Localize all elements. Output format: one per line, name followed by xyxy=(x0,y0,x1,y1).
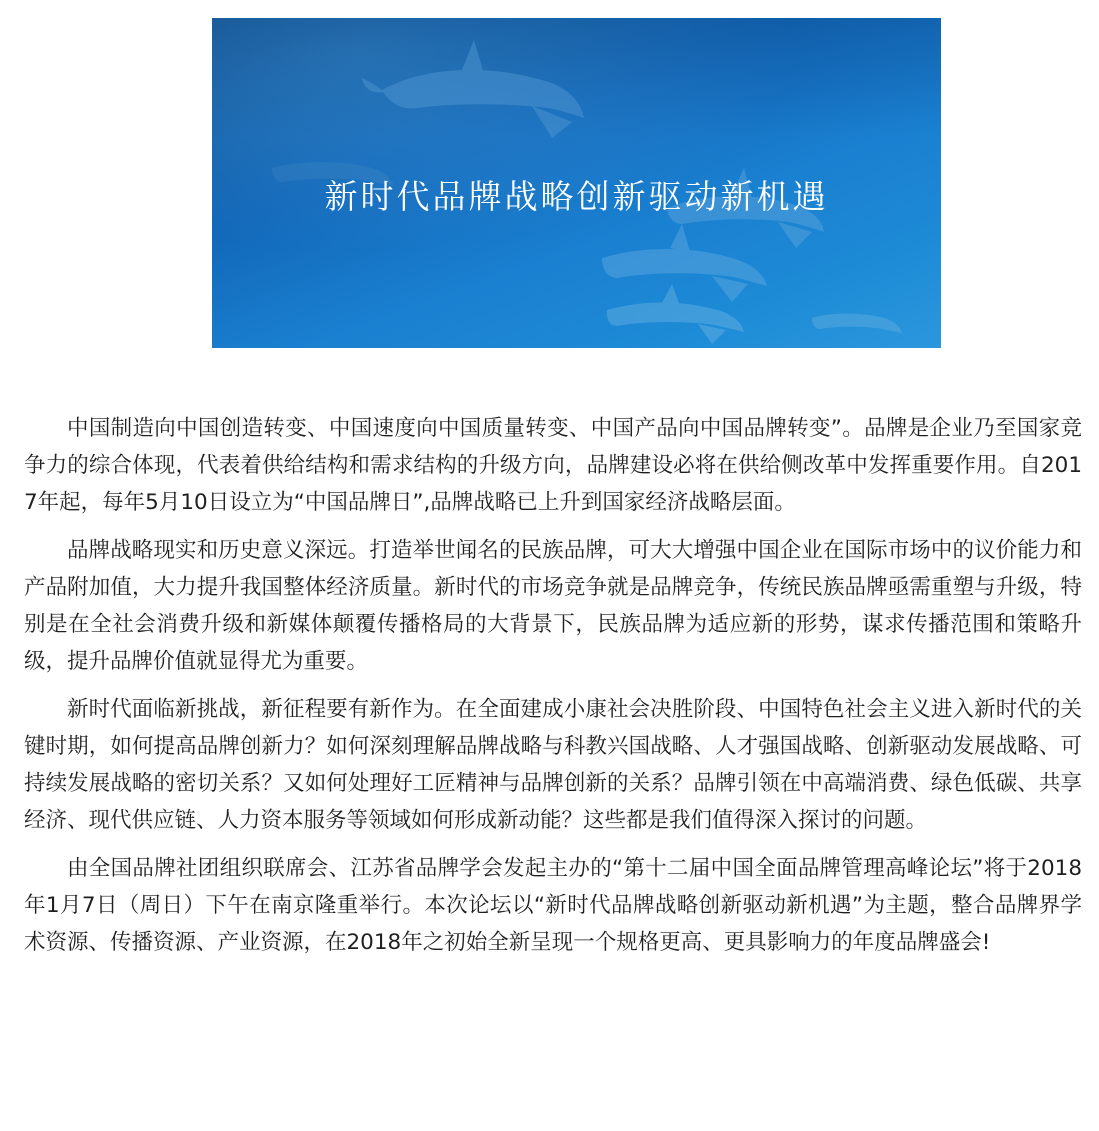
article-body xyxy=(24,410,1082,972)
paragraph: 由全国品牌社团组织联席会、江苏省品牌学会发起主办的“第十二届中国全面品牌管理高峰论坛”将于2018年1月7日（周日）下午在南京隆重举行。本次论坛以“新时代品牌战略创新驱动新机遇”为主题，整合品牌界学术资源、传播资源、产业资源，在2018年之初始全新呈现一个规格更高、更具影响力的年度品牌盛会! xyxy=(24,856,1082,955)
banner-image xyxy=(212,18,941,348)
paragraph: 中国制造向中国创造转变、中国速度向中国质量转变、中国产品向中国品牌转变”。品牌是企业乃至国家竞争力的综合体现，代表着供给结构和需求结构的升级方向，品牌建设必将在供给侧改革中发挥重要作用。自2017年起，每年5月10日设立为“中国品牌日”,品牌战略已上升到国家经济战略层面。 xyxy=(24,416,1082,515)
paragraph: 新时代面临新挑战，新征程要有新作为。在全面建成小康社会决胜阶段、中国特色社会主义进入新时代的关键时期，如何提高品牌创新力？如何深刻理解品牌战略与科教兴国战略、人才强国战略、创新驱动发展战略、可持续发展战略的密切关系？又如何处理好工匠精神与品牌创新的关系？品牌引领在中高端消费、绿色低碳、共享经济、现代供应链、人力资本服务等领域如何形成新动能？这些都是我们值得深入探讨的问题。 xyxy=(24,697,1082,833)
paragraph: 品牌战略现实和历史意义深远。打造举世闻名的民族品牌，可大大增强中国企业在国际市场中的议价能力和产品附加值，大力提升我国整体经济质量。新时代的市场竞争就是品牌竞争，传统民族品牌亟需重塑与升级，特别是在全社会消费升级和新媒体颠覆传播格局的大背景下，民族品牌为适应新的形势，谋求传播范围和策略升级，提升品牌价值就显得尤为重要。 xyxy=(24,538,1082,674)
banner-title: 新时代品牌战略创新驱动新机遇 xyxy=(324,177,829,216)
